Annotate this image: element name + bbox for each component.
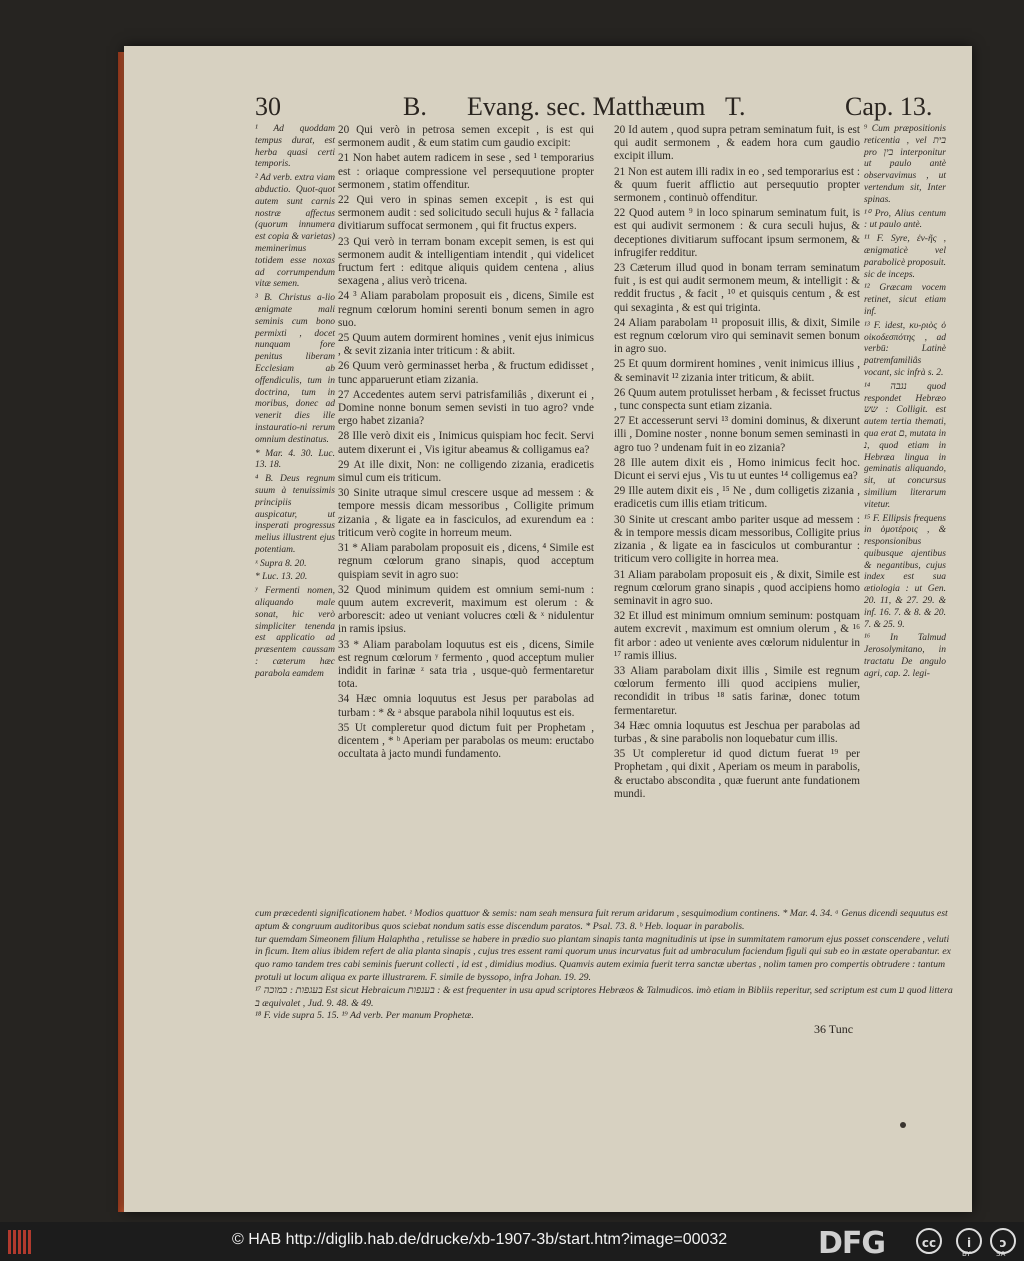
verse: 26 Quum autem protulisset herbam , & fecisset fructus , tunc conspecta sunt etiam zizania.: [614, 386, 860, 413]
margin-note: ˣ Supra 8. 20.: [255, 558, 307, 569]
cc-sa-icon[interactable]: ↄ: [990, 1228, 1016, 1254]
verse: 27 Et accesserunt servi ¹³ domini dominus, & dixerunt illi , Domine noster , nonne bonum semen seminasti in agro tuo ? undenam fuit in eo zizania?: [614, 415, 860, 454]
margin-note: ³ B. Christus a-lio ænigmate mali seminis cum bono permixti , docet nunquam fore penitus liberam Ecclesiam ab offendiculis, tum in doctrina, tum in moribus, donec ad venerit dies ille instauratio-ni rerum omnium destinatus.: [255, 293, 335, 445]
verse: 35 Ut compleretur quod dictum fuit per Prophetam , dicentem , * ᵇ Aperiam per parabolas os meum: eructabo occultata à jacto mundi fundamento.: [338, 721, 594, 761]
margin-note: ¹⁰ Pro, Alius centum : ut paulo antè.: [864, 208, 946, 231]
margin-note: ¹⁴ נגבה quod respondet Hebræo שש : Colligit. est autem tertia themati, qua erat ם, mutata in נ, quod etiam in Hebræa lingua in geminatis aliquando, sit, ut concursus similium literarum vitetur.: [864, 381, 946, 510]
verse: 20 Qui verò in petrosa semen excepit , is est qui sermonem audit , & eum statim cum gaudio excipit:: [338, 124, 594, 150]
verse: 33 * Aliam parabolam loquutus est eis , dicens, Simile est regnum cœlorum ʸ fermento , quod acceptum mulier indidit in farinæ ᶻ sata tria , usque-quò fermentaretur tota.: [338, 638, 594, 691]
margin-note: ¹ Ad quoddam tempus durat, est herba quasi certi temporis.: [255, 124, 335, 170]
margin-note: ¹² Græcam vocem retinet, sicut etiam inf.: [864, 283, 946, 317]
verse: 29 At ille dixit, Non: ne colligendo zizania, eradicetis simul cum eis triticum.: [338, 458, 594, 485]
footnote: cum præcedenti significationem habet. ᶻ Modios quattuor & semis: nam seah mensura fuit rerum aridarum , sesquimodium continens. * Mar. 4. 34. ᵃ Genus dicendi sequutus est aptum & congruum auditoribus quos sciebat nondum satis esse discendum paratos. * Psal. 73. 8. ᵇ Heb. loquar in parabolis.: [255, 908, 948, 932]
verse: 22 Qui vero in spinas semen excepit , is est qui sermonem audit : sed solicitudo seculi hujus & ² fallacia divitiarum suffocat sermonem , qui fit fructus expers.: [338, 194, 594, 233]
dfg-logo[interactable]: DFG: [818, 1226, 886, 1261]
right-margin-notes: [864, 124, 946, 683]
margin-note: ⁹ Cum præpositionis reticentia , vel בית pro בין interponitur ut paulo antè observavimus , ut vertendum sit, Inter spinas.: [864, 124, 946, 205]
running-header: [255, 92, 965, 122]
verse: 31 Aliam parabolam proposuit eis , & dixit, Simile est regnum cœlorum grano sinapis , quod accipiens homo seminavit in agro suo.: [614, 568, 860, 607]
catchword: 36 Tunc: [814, 1022, 854, 1036]
verse: 22 Quod autem ⁹ in loco spinarum seminatum fuit, is est qui audivit sermonem : & cura seculi hujus, & deceptiones divitiarum suffocant ipsum sermonem, & infrugifer redditur.: [614, 207, 860, 259]
verse: 31 * Aliam parabolam proposuit eis , dicens, ⁴ Simile est regnum cœlorum grano sinapis, quod acceptum quispiam sevit in agro suo:: [338, 542, 594, 581]
footnote: ¹⁸ F. vide supra 5. 15. ¹⁹ Ad verb. Per manum Prophetæ.: [255, 1010, 474, 1022]
verse: 21 Non est autem illi radix in eo , sed temporarius est : & quum fuerit afflictio aut persequutio propter sermonem , continuò offenditur.: [614, 165, 860, 205]
verse: 28 Ille autem dixit eis , Homo inimicus fecit hoc. Dicunt ei servi ejus , Vis tu ut euntes ¹⁴ colligemus ea?: [614, 456, 860, 483]
cc-by-label: BY: [962, 1250, 971, 1258]
header-title: Evang. sec. Matthæum: [467, 92, 706, 121]
verse: 35 Ut compleretur id quod dictum fuerat ¹⁹ per Prophetam , qui dixit , Aperiam os meum in parabolis, & eructabo abscondita , quæ fuerunt ante fundationem mundi.: [614, 748, 860, 800]
page-number: 30: [255, 92, 281, 121]
footnote: ¹⁷ בעגפות : כמוכה Est sicut Hebraicum בענפות : & est frequenter in usu apud scriptores Hebræos & Talmudicos. imò etiam in Bibliis reperitur, sed scriptum est cum ע quod littera ב æquivalet , Jud. 9. 48. & 49.: [255, 984, 953, 1009]
cc-by-icon[interactable]: i: [956, 1228, 982, 1254]
verse: 25 Et quum dormirent homines , venit inimicus illius , & seminavit ¹² zizania inter triticum, & abiit.: [614, 358, 860, 384]
verse: 30 Sinite utraque simul crescere usque ad messem : & tempore messis dicam messoribus , Colligite primum zizania , & ligate ea in fasciculos, ad exurendum ea : triticum verò cogite in horreum meum.: [338, 487, 594, 539]
copyright-url-link[interactable]: © HAB http://diglib.hab.de/drucke/xb-1907-3b/start.htm?image=00032: [232, 1231, 728, 1248]
footnotes: [255, 908, 955, 1023]
verse: 33 Aliam parabolam dixit illis , Simile est regnum cœlorum fermento illi quod accipiens mulier, recondidit in tribus ¹⁸ satis farinæ, donec totum fermentaretur.: [614, 664, 860, 717]
verse: 24 ³ Aliam parabolam proposuit eis , dicens, Simile est regnum cœlorum homini serenti bonum semen in agro suo.: [338, 290, 594, 329]
beza-latin-column: [338, 124, 594, 763]
margin-note: ¹⁶ In Talmud Jerosolymitano, in tractatu De angulo agri, cap. 2. legi-: [864, 633, 946, 679]
verse: 25 Quum autem dormirent homines , venit ejus inimicus , & sevit zizania inter triticum : & abiit.: [338, 332, 594, 358]
page-blemish: [900, 1122, 906, 1128]
verse: 20 Id autem , quod supra petram seminatum fuit, is est qui audit sermonem , & eadem hora cum gaudio excipit illum.: [614, 124, 860, 163]
margin-note: ¹⁵ F. Ellipsis frequens in ὁμοτέροις , & responsionibus quibusque ajentibus & negantibus, cujus index est sua ætiologia : ut Gen. 20. 11, & 27. 29. & inf. 16. 7. & 8. & 20. 7. & 25. 9.: [864, 513, 946, 630]
header-chapter: Cap. 13.: [845, 92, 933, 121]
margin-note: ¹³ F. idest, κυ-ριὸς ὁ οἰκοδεσπότης , ad verbū: Latinè patremfamiliâs vocant, sic infrà s. 2.: [864, 320, 946, 378]
margin-note: ¹¹ F. Syre, ἐν-ῆς , ænigmaticè vel parabolicè proposuit. sic de inceps.: [864, 234, 946, 280]
verse: 21 Non habet autem radicem in sese , sed ¹ temporarius est : oriaque compressione vel persequutione propter sermonem , statim offenditur.: [338, 152, 594, 191]
margin-note: * Luc. 13. 20.: [255, 572, 308, 583]
verse: 29 Ille autem dixit eis , ¹⁵ Ne , dum colligetis zizania , eradicetis cum illis etiam triticum.: [614, 485, 860, 511]
header-right-letter: T.: [725, 92, 746, 121]
viewer-footer: [0, 1222, 1024, 1261]
verse: 24 Aliam parabolam ¹¹ proposuit illis, & dixit, Simile est regnum cœlorum viro qui seminavit semen bonum in agro suo.: [614, 316, 860, 356]
verse: 26 Quum verò germinasset herba , & fructum edidisset , tunc apparuerunt etiam zizania.: [338, 360, 594, 386]
verse: 30 Sinite ut crescant ambo pariter usque ad messem : & in tempore messis dicam messoribus, Colligite prius zizania , & ligate ea in fasciculos ut comburantur : triticum vero colligite in horrea mea.: [614, 513, 860, 566]
verse: 23 Cæterum illud quod in bonam terram seminatum fuit , is est qui audit sermonem meum, & intelligit : & reddit fructus , & facit , ¹⁰ et quisquis centum , & est qui sexaginta , & est qui triginta.: [614, 262, 860, 314]
header-left-letter: B.: [403, 92, 427, 121]
cc-sa-label: SA: [996, 1250, 1006, 1258]
margin-note: ⁴ B. Deus regnum suum à tenuissimis principiis auspicatur, ut insperati progressus melius illustrent ejus potentiam.: [255, 474, 335, 555]
verse: 28 Ille verò dixit eis , Inimicus quispiam hoc fecit. Servi autem dixerunt ei , Vis igitur abeamus & colligamus ea?: [338, 430, 594, 456]
tremellius-latin-column: [614, 124, 860, 803]
margin-note: ʸ Fermenti nomen, aliquando male sonat, hic verò simpliciter tenenda est applicatio ad præsentem caussam : cæterum hæc parabola eamdem: [255, 586, 335, 679]
left-margin-notes: [255, 124, 335, 683]
footnote: tur quemdam Simeonem filium Halaphtha , retulisse se habere in prædio suo plantam sinapis tanta magnitudinis ut ipse in summitatem ramorum ejus posset conscendere , veluti in ficum. Item alius ibidem refert de alia planta sinapis , cujus tres essent rami quorum unus incurvatus fuit ad umbraculum faciendum figuli qui sub eo in æstate operabantur. ex quo ramo tandem tres cabi seminis fuerunt collecti , id est , dimidius modius. Quamvis autem eximia fuerit terra sanctæ ubertas , nolim tamen pro compertis obtrudere : tantum protuli ut locum aliqua ex parte illustrarem. F. simile de byssopo, infra Johan. 19. 29.: [255, 933, 951, 983]
verse: 23 Qui verò in terram bonam excepit semen, is est qui sermonem audit & intelligentiam intendit , qui videlicet fructum fert : editque aliquis quidem centena , alius sexagena , alius verò tricena.: [338, 235, 594, 288]
verse: 32 Et illud est minimum omnium seminum: postquam autem excrevit , maximum est omnium olerum , & ¹⁶ fit arbor : adeo ut veniente aves cœlorum nidulentur in ¹⁷ ramis illius.: [614, 610, 860, 662]
verse: 34 Hæc omnia loquutus est Jesus per parabolas ad turbam : * & ᵃ absque parabola nihil loquutus est eis.: [338, 693, 594, 719]
verse: 34 Hæc omnia loquutus est Jeschua per parabolas ad turbas , & sine parabolis non loquebatur cum illis.: [614, 719, 860, 745]
verse: 27 Accedentes autem servi patrisfamiliâs , dixerunt ei , Domine nonne bonum semen sevisti in tuo agro? vnde ergo habet zizania?: [338, 388, 594, 428]
cc-license-icon[interactable]: cc: [916, 1228, 942, 1254]
verse: 32 Quod minimum quidem est omnium semi-num : quum autem excreverit, maximum est olerum : & arborescit: adeo ut veniant volucres cœli & ˣ nidulentur in ramis ipsius.: [338, 583, 594, 636]
margin-note: * Mar. 4. 30. Luc. 13. 18.: [255, 448, 335, 471]
library-logo-icon[interactable]: [8, 1230, 34, 1254]
margin-note: ² Ad verb. extra viam abductio. Quot-quot autem sunt carnis nostræ affectus (quorum innumera est copia & varietas) meminerimus totidem esse noxas ad corrumpendum vitæ semen.: [255, 173, 335, 290]
